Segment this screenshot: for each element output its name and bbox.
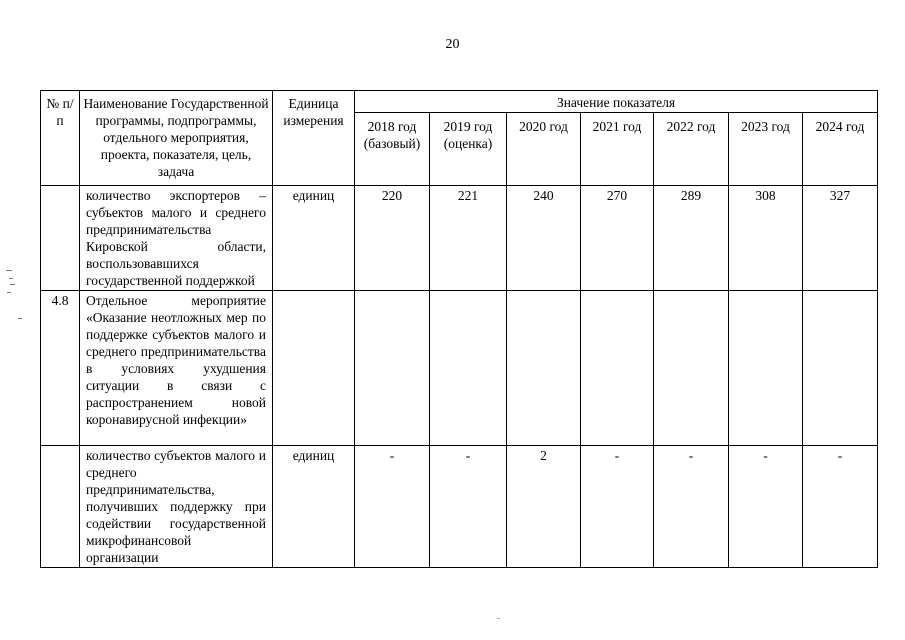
year-note: (оценка) xyxy=(443,136,493,151)
header-value: Значение показателя xyxy=(355,91,878,113)
year-label: 2019 год xyxy=(443,119,493,134)
row-value-2023: - xyxy=(729,446,803,568)
row-num: 4.8 xyxy=(41,291,80,446)
table-header xyxy=(41,91,878,186)
year-label: 2020 год xyxy=(519,119,568,134)
scan-speck xyxy=(497,618,500,619)
row-value-2022: 289 xyxy=(654,186,729,291)
row-num xyxy=(41,186,80,291)
row-value-2021: - xyxy=(581,446,654,568)
header-year-2023 xyxy=(729,113,803,186)
row-unit: единиц xyxy=(273,186,355,291)
row-name: количество экспортеров – субъектов малого и среднего предпринимательства Кировской области, воспользовавшихся государственной поддержкой xyxy=(80,186,273,291)
year-label: 2018 год xyxy=(367,119,417,134)
year-label: 2023 год xyxy=(741,119,790,134)
year-note: (базовый) xyxy=(363,136,421,151)
header-year-2024 xyxy=(803,113,878,186)
row-num xyxy=(41,446,80,568)
row-value-2020: 2 xyxy=(507,446,581,568)
row-unit: единиц xyxy=(273,446,355,568)
year-label: 2022 год xyxy=(666,119,716,134)
row-name: Отдельное мероприятие «Оказание неотложных мер по поддержке субъектов малого и среднего предпринимательства в условиях ухудшения ситуации в связи с распространением новой коронавирусной инфекции» xyxy=(80,291,273,446)
row-value-2023: 308 xyxy=(729,186,803,291)
header-year-2018 xyxy=(355,113,430,186)
header-num: № п/п xyxy=(41,91,80,186)
year-label: 2024 год xyxy=(815,119,865,134)
header-name: Наименование Государственной программы, подпрограммы, отдельного мероприятия, проекта, показателя, цель, задача xyxy=(80,91,273,186)
row-value-2021: 270 xyxy=(581,186,654,291)
header-unit: Единица измерения xyxy=(273,91,355,186)
row-value-2019: 221 xyxy=(430,186,507,291)
row-unit xyxy=(273,291,355,446)
row-value-2020 xyxy=(507,291,581,446)
row-value-2024: 327 xyxy=(803,186,878,291)
header-year-2019 xyxy=(430,113,507,186)
page-number: 20 xyxy=(445,37,460,52)
year-label: 2021 год xyxy=(592,119,642,134)
row-value-2023 xyxy=(729,291,803,446)
scan-margin-marks xyxy=(4,268,24,328)
row-name: количество субъектов малого и среднего предпринимательства, получивших поддержку при содействии государственной микрофинансовой организации xyxy=(80,446,273,568)
table-row xyxy=(41,291,878,446)
row-value-2018: 220 xyxy=(355,186,430,291)
row-value-2022 xyxy=(654,291,729,446)
header-year-2021 xyxy=(581,113,654,186)
row-value-2021 xyxy=(581,291,654,446)
header-year-2020 xyxy=(507,113,581,186)
indicators-table xyxy=(40,90,878,568)
table-row xyxy=(41,446,878,568)
table-body xyxy=(41,186,878,568)
header-year-2022 xyxy=(654,113,729,186)
row-value-2024: - xyxy=(803,446,878,568)
table-row xyxy=(41,186,878,291)
row-value-2024 xyxy=(803,291,878,446)
row-value-2019: - xyxy=(430,446,507,568)
row-value-2020: 240 xyxy=(507,186,581,291)
row-value-2019 xyxy=(430,291,507,446)
row-value-2022: - xyxy=(654,446,729,568)
row-value-2018: - xyxy=(355,446,430,568)
row-value-2018 xyxy=(355,291,430,446)
